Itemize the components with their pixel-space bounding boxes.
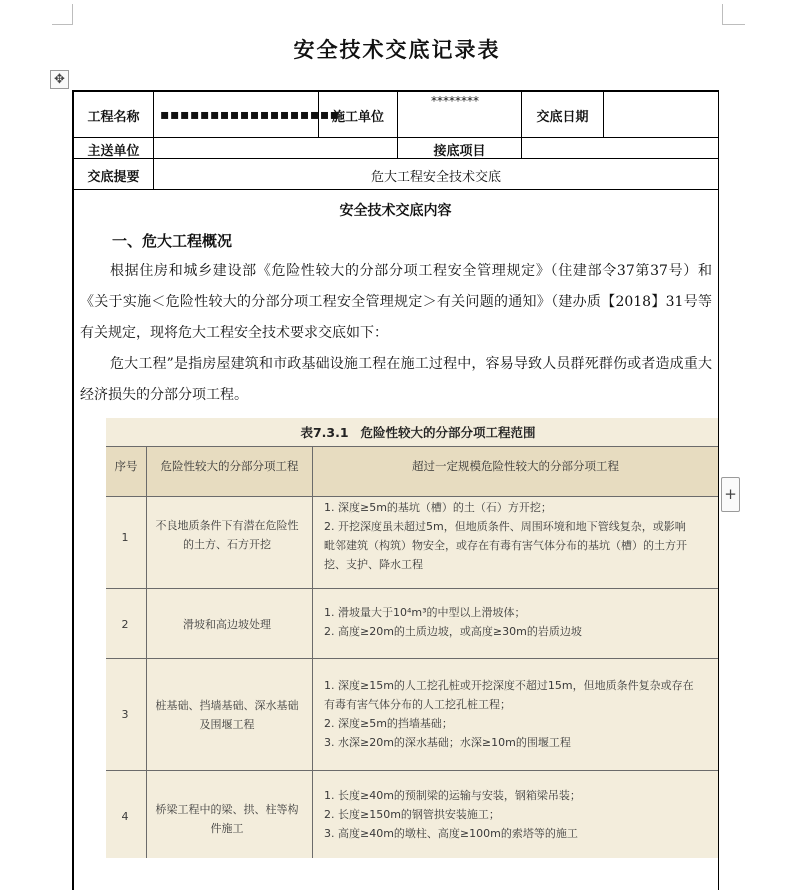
paragraph-regulation[interactable]: 根据住房和城乡建设部《危险性较大的分部分项工程安全管理规定》（住建部令37第37号）和《关于实施＜危险性较大的分部分项工程安全管理规定＞有关问题的通知》（建办质【2018】31号等有关规定，现将危大工程安全技术要求交底如下： [80,263,712,341]
content-title: 安全技术交底内容 [339,203,452,219]
photo-row-name: 滑坡和高边坡处理 [183,618,271,631]
page-corner-top-right [722,4,745,25]
desc-line: 1. 长度≥40m的预制梁的运输与安装，钢箱梁吊装； [324,789,581,802]
date-label: 交底日期 [536,110,589,125]
photo-row-name: 桩基础、挡墙基础、深水基础及围堰工程 [155,699,299,731]
desc-line: 2. 深度≥5m的挡墙基础； [324,717,453,730]
desc-line: 2. 长度≥150m的钢管拱安装施工； [324,808,500,821]
summary-value[interactable]: 危大工程安全技术交底 [370,170,501,185]
photo-col-name: 危险性较大的分部分项工程 [160,459,299,473]
page-corner-top-left [52,4,73,25]
document-title: 安全技术交底记录表 [293,37,501,62]
photo-row-no: 1 [121,531,129,544]
desc-line: 毗邻建筑（构筑）物安全，或存在有毒有害气体分布的基坑（槽）的土方开 [324,539,687,552]
desc-line: 挖、支护、降水工程 [324,558,423,571]
desc-line: 2. 高度≥20m的土质边坡，或高度≥30m的岩质边坡 [324,625,582,638]
project-name-label: 工程名称 [87,110,140,125]
photo-row-desc [324,786,718,843]
photo-col-no: 序号 [114,459,138,473]
photo-row-no: 2 [121,618,129,631]
desc-line: 3. 高度≥40m的墩柱、高度≥100m的索塔等的施工 [324,827,578,840]
desc-line: 1. 深度≥5m的基坑（槽）的土（石）方开挖； [324,501,552,514]
photo-caption-number: 表7.3.1 [300,425,349,440]
photo-line [106,496,718,497]
photo-col-desc: 超过一定规模危险性较大的分部分项工程 [412,459,619,473]
desc-line: 有毒有害气体分布的人工挖孔桩工程； [324,698,511,711]
construction-unit-label: 施工单位 [331,110,384,125]
photo-line [106,770,718,771]
desc-line: 1. 深度≥15m的人工挖孔桩或开挖深度不超过15m，但地质条件复杂或存在 [324,679,694,692]
photo-row-name: 桥梁工程中的梁、拱、柱等构件施工 [155,803,299,835]
move-cross-icon[interactable]: ✥ [50,70,69,89]
embedded-table-photo[interactable] [106,418,718,858]
photo-line [106,658,718,659]
photo-row-desc [324,603,718,641]
photo-line [106,588,718,589]
row-divider [72,189,719,190]
desc-line: 3. 水深≥20m的深水基础；水深≥10m的围堰工程 [324,736,571,749]
row-divider [72,158,719,159]
plus-icon[interactable]: + [721,477,740,512]
photo-row-no: 3 [121,708,129,721]
desc-line: 1. 滑坡量大于10⁴m³的中型以上滑坡体； [324,606,526,619]
desc-line: 2. 开挖深度虽未超过5m，但地质条件、周围环境和地下管线复杂，或影响 [324,520,686,533]
receive-item-label: 接底项目 [433,144,486,159]
photo-line [146,446,147,858]
photo-row-desc [324,498,718,574]
construction-unit-value[interactable]: ******** [431,94,479,108]
paragraph-definition[interactable]: 危大工程”是指房屋建筑和市政基础设施工程在施工过程中，容易导致人员群死群伤或者造成重大经济损失的分部分项工程。 [80,356,712,403]
photo-row-name: 不良地质条件下有潜在危险性的土方、石方开挖 [155,519,299,551]
photo-table-caption [106,423,718,441]
summary-label: 交底提要 [87,170,140,185]
col-divider [603,91,604,137]
photo-line [106,446,718,447]
photo-row-no: 4 [121,810,129,823]
section-heading: 一、危大工程概况 [112,232,233,250]
row-divider [72,137,719,138]
project-name-value[interactable]: ▪▪▪▪▪▪▪▪▪▪▪▪▪▪▪▪▪▪ [160,107,340,123]
photo-line [312,446,313,858]
photo-row-desc [324,676,718,752]
main-unit-label: 主送单位 [87,144,140,159]
photo-caption-text: 危险性较大的分部分项工程范围 [360,425,536,440]
